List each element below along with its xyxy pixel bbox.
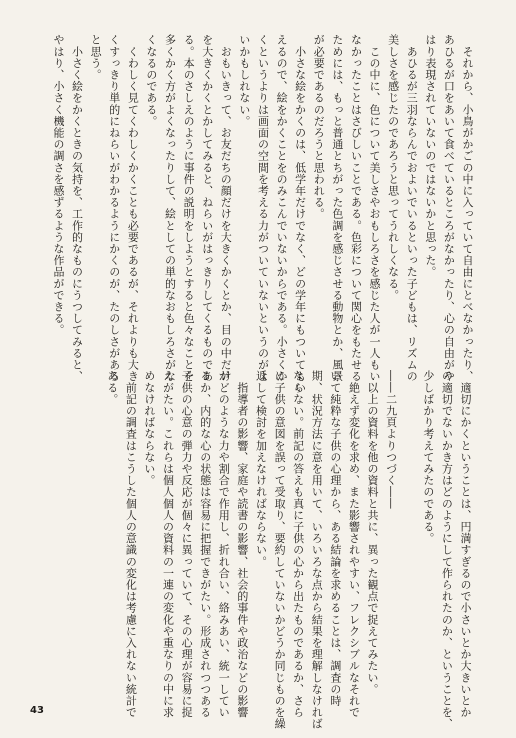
upper-text-column: それから、小鳥がかごの中に入っていて自由にとべなかったり、 あひるが口をあいて食べているところがなかったり、心の自由がや はり表現されていないのではないかと思った。 あひるが三羽ならんでおよいでいるといった子どもは、リズムの 美しさを感じたのであろうと思ってうれしくなる。 この中に、色について美しさやおもしろさを感じた人が一人もい なかったことはさびしいことである。色彩について関心をもたせる ためには、もっと普通とちがった色調を感じさせる動物とか、風景 が必要であるのだろうと思われる。 小さな絵をかくのは、低学年だけでなく、どの学年にもついてもい えるので、絵をかくことをのみこんでいないからである。小さくか くというよりは画面の空間を考える力がついていないというのがよ いかもしれない。 おもいきって、お友だちの顔だけを大きくかくとか、目の中だけ を大きくかくとかしてみると、ねらいがはっきりしてくるものであ る。本のさしえのように事件の説明をしようとすると色々なことを 多くかく方がよくなったりして、絵としての単的なおもしろさがな くなるのである。 くわしく見てくわしくかくことも必要であるが、それよりも大き くすっきり単的にねらいがわかるようにかくのが、たのしさがある と思う。 小さく絵をかくときの気持を、工作的なものにうつしてみると、 やはり、小さく機能の調さを感ずるような作品ができる。 [51,34,474,394]
page-number: 43 [30,705,44,716]
lower-text-column: 適切にかくということは、円満すぎるので小さいとか大きいとか の適切でないかき方はどのようにして作られたのか、ということを、 少しばかり考えてみたのである。 ――二九頁よりつづく―― 以上の資料を他の資料と共に、異った観点で捉えてみたい。 絶えず変化を求め、また影響されやすい、フレクシブルなそれで いて純粋な子供の心理から、ある結論を求めることは、調査の時 期、状況方法に意を用いて、いろいろな点から結果を理解しなければ ならない。前記の答えも真に子供の心から出たものであるか、さら に子供の意図を誤って受取り、要約していないかどうか同じものを繰 返して検討を加えなければならない。 指導者の影響、家庭や読書の影響、社会的事件や政治などの影響 がどのような力や割合で作用し、折れ合い、絡みあい、統一してい るか、内的な心の状態は容易に把握できがたい。形成されつつある 子供の心意の弾力や反応が個々に異っていて、その心理が容易に捉 えがたい。これらは個人個人の資料の一連の変化や重なりの中に求 めなければならない。 前記の調査はこうした個人の意識の変化は考慮に入れない統計で ある。 [105,370,472,730]
